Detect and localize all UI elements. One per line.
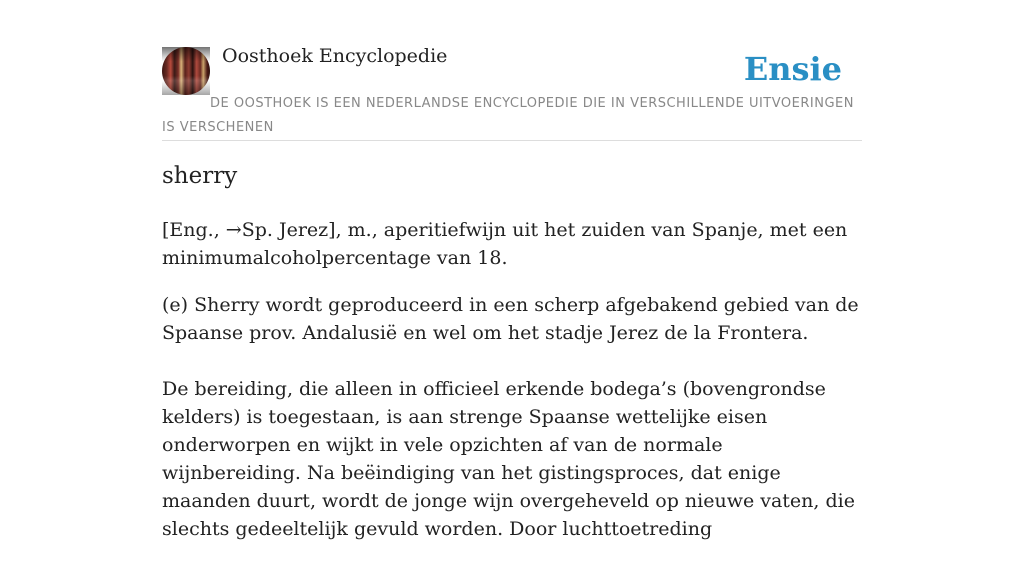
page-container xyxy=(162,0,862,540)
entry-title: sherry xyxy=(162,163,238,189)
entry-paragraph-production: (e) Sherry wordt geproduceerd in een scherp afgebakend gebied van de Spaanse prov. Andalusië en wel om het stadje Jerez de la Frontera. xyxy=(162,294,859,344)
books-avatar-icon[interactable] xyxy=(162,47,210,95)
site-header xyxy=(162,0,862,141)
entry-paragraph-definition: [Eng., →Sp. Jerez], m., aperitiefwijn uit het zuiden van Spanje, met een minimumalcoholpercentage van 18. xyxy=(162,219,848,269)
entry-paragraph-preparation: De bereiding, die alleen in officieel erkende bodega’s (bovengrondse kelders) is toegestaan, is aan strenge Spaanse wettelijke eisen onderworpen en wijkt in vele opzichten af van de normale wijnbereiding. Na beëindiging van het gistingsproces, dat enige maanden duurt, wordt de jonge wijn overgeheveld op nieuwe vaten, die slechts gedeeltelijk gevuld worden. Door luchttoetreding xyxy=(162,378,855,540)
entry-body xyxy=(162,216,862,562)
site-name-link[interactable]: Oosthoek Encyclopedie xyxy=(222,45,448,67)
ensie-logo[interactable]: Ensie xyxy=(743,50,842,88)
site-tagline: DE OOSTHOEK IS EEN NEDERLANDSE ENCYCLOPEDIE DIE IN VERSCHILLENDE UITVOERINGEN IS VERSCHENEN xyxy=(162,96,854,135)
